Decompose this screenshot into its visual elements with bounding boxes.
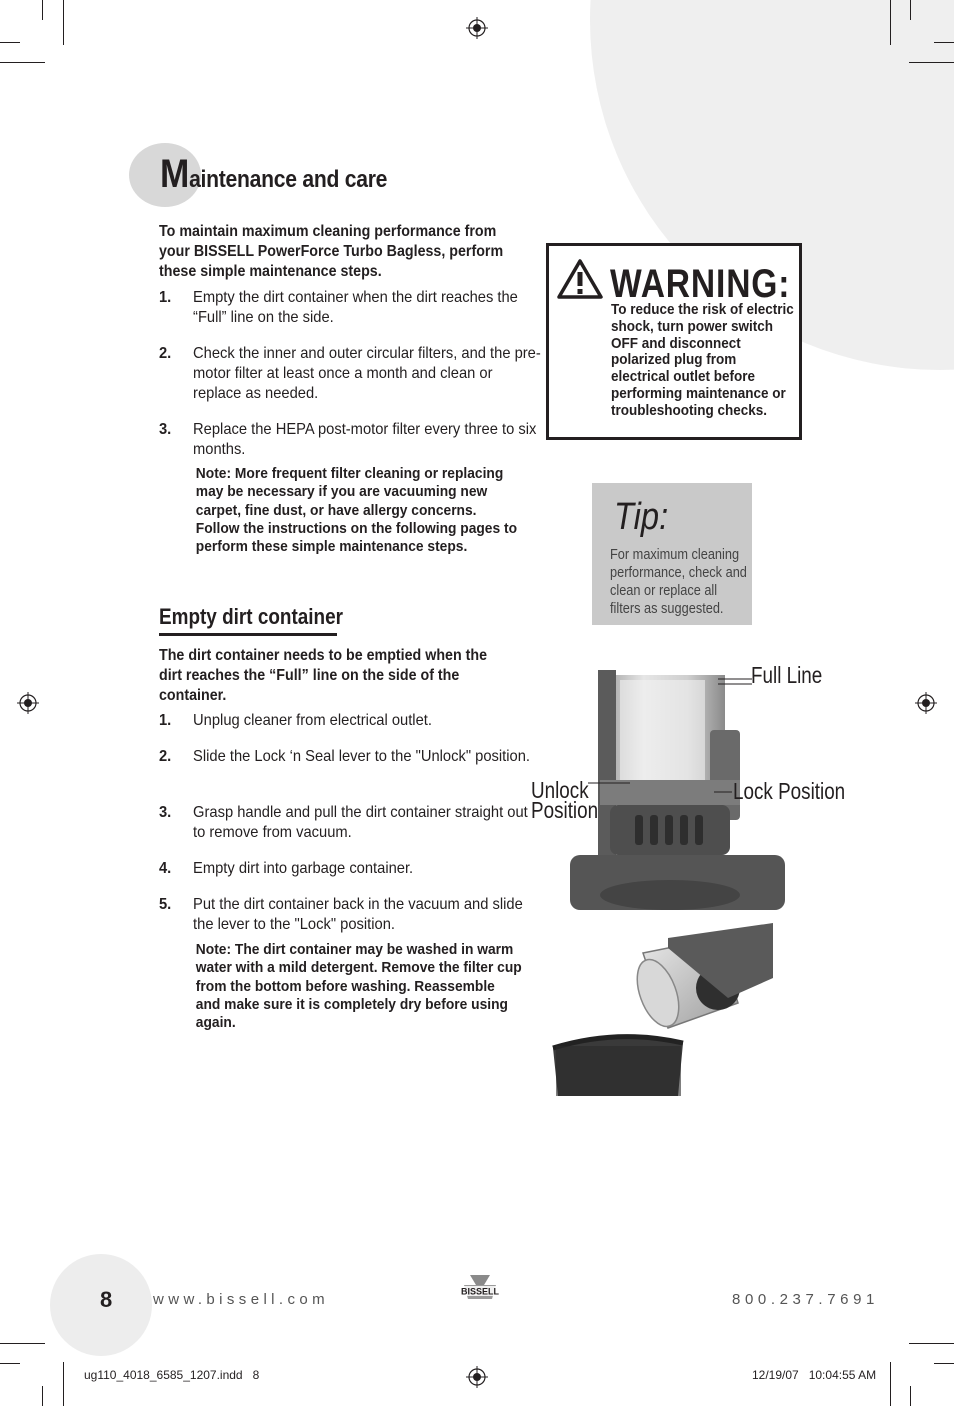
step-number: 3. xyxy=(159,804,172,821)
crop-mark xyxy=(910,0,911,20)
maintenance-note xyxy=(159,465,519,556)
slug-file: ug110_4018_6585_1207.indd 8 xyxy=(84,1368,260,1382)
crop-mark xyxy=(63,1362,64,1406)
step-number: 4. xyxy=(159,860,172,877)
footer-phone: 800.237.7691 xyxy=(732,1291,879,1308)
unlock-label-line2: Position xyxy=(531,797,599,823)
intro-text: To maintain maximum cleaning performance from your BISSELL PowerForce Turbo Bagless, perform these simple maintenance steps. xyxy=(159,223,504,280)
page-number: 8 xyxy=(100,1287,113,1312)
crop-mark xyxy=(890,0,891,45)
unlock-label-line1: Unlock xyxy=(531,777,589,803)
crop-mark xyxy=(910,1386,911,1406)
section-intro-text: The dirt container needs to be emptied when the dirt reaches the “Full” line on the side of the container. xyxy=(159,647,488,704)
step-text: Put the dirt container back in the vacuum and slide the lever to the "Lock" position. xyxy=(193,896,523,933)
section-underline xyxy=(159,633,337,636)
section-step xyxy=(159,895,523,935)
crop-mark xyxy=(909,1343,954,1344)
crop-mark xyxy=(63,0,64,45)
registration-mark-icon xyxy=(466,17,488,39)
page-title xyxy=(160,152,387,197)
registration-mark-icon xyxy=(17,692,39,714)
step-text: Slide the Lock ‘n Seal lever to the "Unlock" position. xyxy=(193,748,530,765)
step-number: 2. xyxy=(159,748,172,765)
step-text: Replace the HEPA post-motor filter every three to six months. xyxy=(193,421,537,458)
step-text: Check the inner and outer circular filters, and the pre-motor filter at least once a month and clean or replace as needed. xyxy=(193,345,541,402)
step-text: Grasp handle and pull the dirt container straight out to remove from vacuum. xyxy=(193,804,528,841)
step-number: 1. xyxy=(159,289,172,306)
note-text: Note: More frequent filter cleaning or replacing may be necessary if you are vacuuming new carpet, fine dust, or have allergy concerns. Follow the instructions on the following pages to perform these simple maintenance steps. xyxy=(195,465,518,556)
crop-mark xyxy=(42,1386,43,1406)
slug-date: 12/19/07 10:04:55 AM xyxy=(752,1368,877,1382)
crop-mark xyxy=(934,42,954,43)
emptying-photo xyxy=(548,918,778,1098)
warning-triangle-icon xyxy=(556,258,604,300)
crop-mark xyxy=(0,62,45,63)
step-text: Unplug cleaner from electrical outlet. xyxy=(193,712,432,729)
crop-mark xyxy=(0,1363,20,1364)
warning-text: To reduce the risk of electric shock, turn power switch OFF and disconnect polarized plug from electrical outlet before performing maintenance or troubleshooting checks. xyxy=(611,301,794,419)
footer-url: www.bissell.com xyxy=(153,1291,330,1308)
maintenance-step xyxy=(159,344,541,404)
section-title: Empty dirt container xyxy=(159,604,343,629)
tip-title: Tip: xyxy=(614,496,669,538)
warning-title: WARNING: xyxy=(610,262,791,306)
crop-mark xyxy=(0,42,20,43)
intro-block xyxy=(159,222,519,282)
step-text: Empty dirt into garbage container. xyxy=(193,860,414,877)
section-step xyxy=(159,803,528,843)
section-step xyxy=(159,747,530,767)
maintenance-step xyxy=(159,420,537,460)
crop-mark xyxy=(909,62,954,63)
crop-mark xyxy=(934,1363,954,1364)
logo-text: BISSELL xyxy=(460,1286,500,1297)
step-number: 2. xyxy=(159,345,172,362)
maintenance-step xyxy=(159,288,519,328)
full-line-label: Full Line xyxy=(751,662,823,688)
section-step xyxy=(159,859,519,879)
crop-mark xyxy=(42,0,43,20)
note-text: Note: The dirt container may be washed in warm water with a mild detergent. Remove the filter cup from the bottom before washing. Reassemble and make sure it is completely dry before using again. xyxy=(195,941,522,1032)
registration-mark-icon xyxy=(915,692,937,714)
step-text: Empty the dirt container when the dirt reaches the “Full” line on the side. xyxy=(193,289,518,326)
crop-mark xyxy=(890,1362,891,1406)
registration-mark-icon xyxy=(466,1366,488,1388)
tip-text: For maximum cleaning performance, check and clean or replace all filters as suggested. xyxy=(610,547,747,617)
crop-mark xyxy=(0,1343,45,1344)
step-number: 3. xyxy=(159,421,172,438)
title-rest: aintenance and care xyxy=(189,166,388,193)
step-number: 5. xyxy=(159,896,172,913)
title-initial: M xyxy=(160,152,190,196)
bissell-logo-icon xyxy=(454,1271,506,1305)
section-intro xyxy=(159,646,519,706)
step-number: 1. xyxy=(159,712,172,729)
lock-position-label: Lock Position xyxy=(733,778,846,804)
section-step xyxy=(159,711,519,731)
section-note xyxy=(159,941,522,1032)
